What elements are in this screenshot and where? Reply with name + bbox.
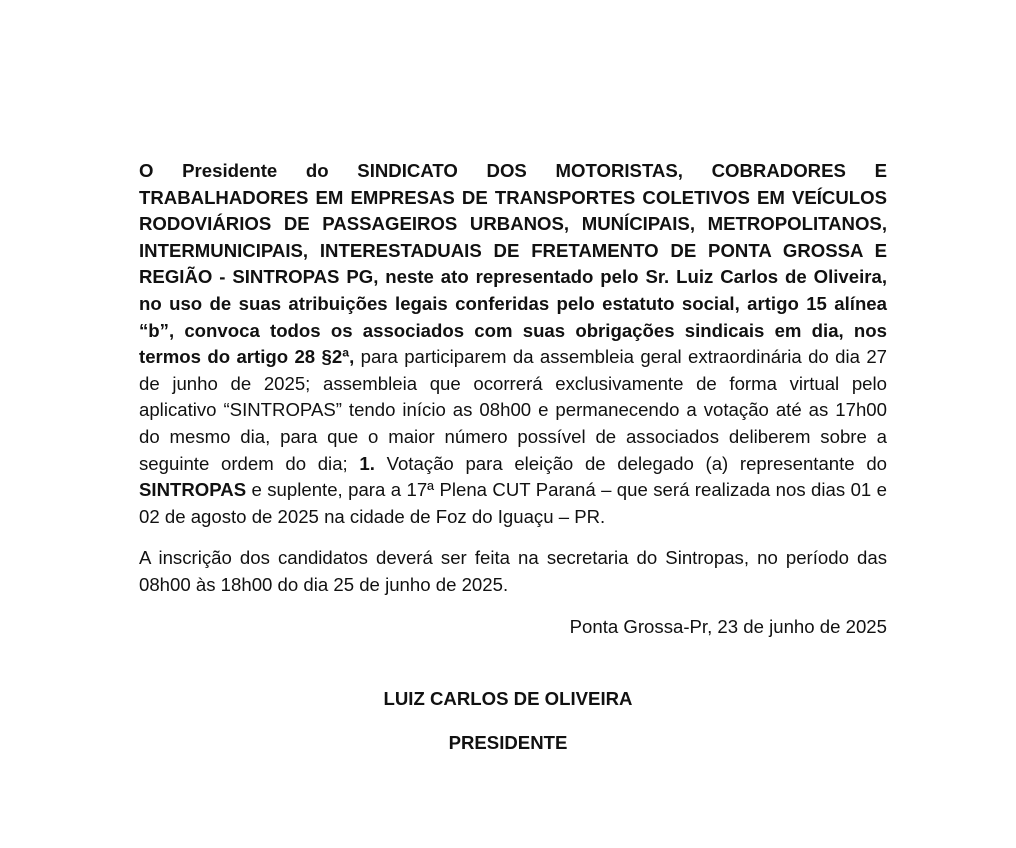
convocation-paragraph [139, 158, 887, 530]
signatory-name: LUIZ CARLOS DE OLIVEIRA [383, 688, 633, 709]
agenda-item-text: Votação para eleição de delegado (a) representante do [374, 452, 887, 474]
org-name: SINTROPAS [139, 479, 247, 501]
notice-document [139, 158, 887, 640]
place-date: Ponta Grossa-Pr, 23 de junho de 2025 [569, 615, 887, 637]
registration-paragraph: A inscrição dos candidatos deverá ser feita na secretaria do Sintropas, no período das 08h00 às 18h00 do dia 25 de junho de 2025. [139, 547, 887, 595]
convocation-text: para participarem da assembleia geral extraordinária do dia 27 de junho de 2025; assembleia que ocorrerá exclusivamente de forma virtual pelo aplicativo “SINTROPAS” tendo início as 08h00 e permanecendo a votação até as 17h00 do mesmo dia, para que o maior número possível de associados deliberem sobre a seguinte ordem do dia; [139, 346, 887, 474]
agenda-item-text-end: e suplente, para a 17ª Plena CUT Paraná – que será realizada nos dias 01 e 02 de agosto de 2025 na cidade de Foz do Iguaçu – PR. [139, 479, 887, 527]
signatory-role-block [0, 732, 1016, 754]
agenda-item-number: 1. [359, 452, 375, 474]
signatory-role: PRESIDENTE [448, 732, 568, 753]
signatory-name-block [0, 688, 1016, 710]
convocation-bold-text: O Presidente do SINDICATO DOS MOTORISTAS, COBRADORES E TRABALHADORES EM EMPRESAS DE TRANSPORTES COLETIVOS EM VEÍCULOS RODOVIÁRIOS DE PASSAGEIROS URBANOS, MUNÍCIPAIS, METROPOLITANOS, INTERMUNICIPAIS, INTERESTADUAIS DE FRETAMENTO DE PONTA GROSSA E REGIÃO - SINTROPAS PG, neste ato representado pelo Sr. Luiz Carlos de Oliveira, no uso de suas atribuições legais conferidas pelo estatuto social, artigo 15 alínea “b”, convoca todos os associados com suas obrigações sindicais em dia, nos termos do artigo 28 §2ª, [139, 160, 887, 368]
